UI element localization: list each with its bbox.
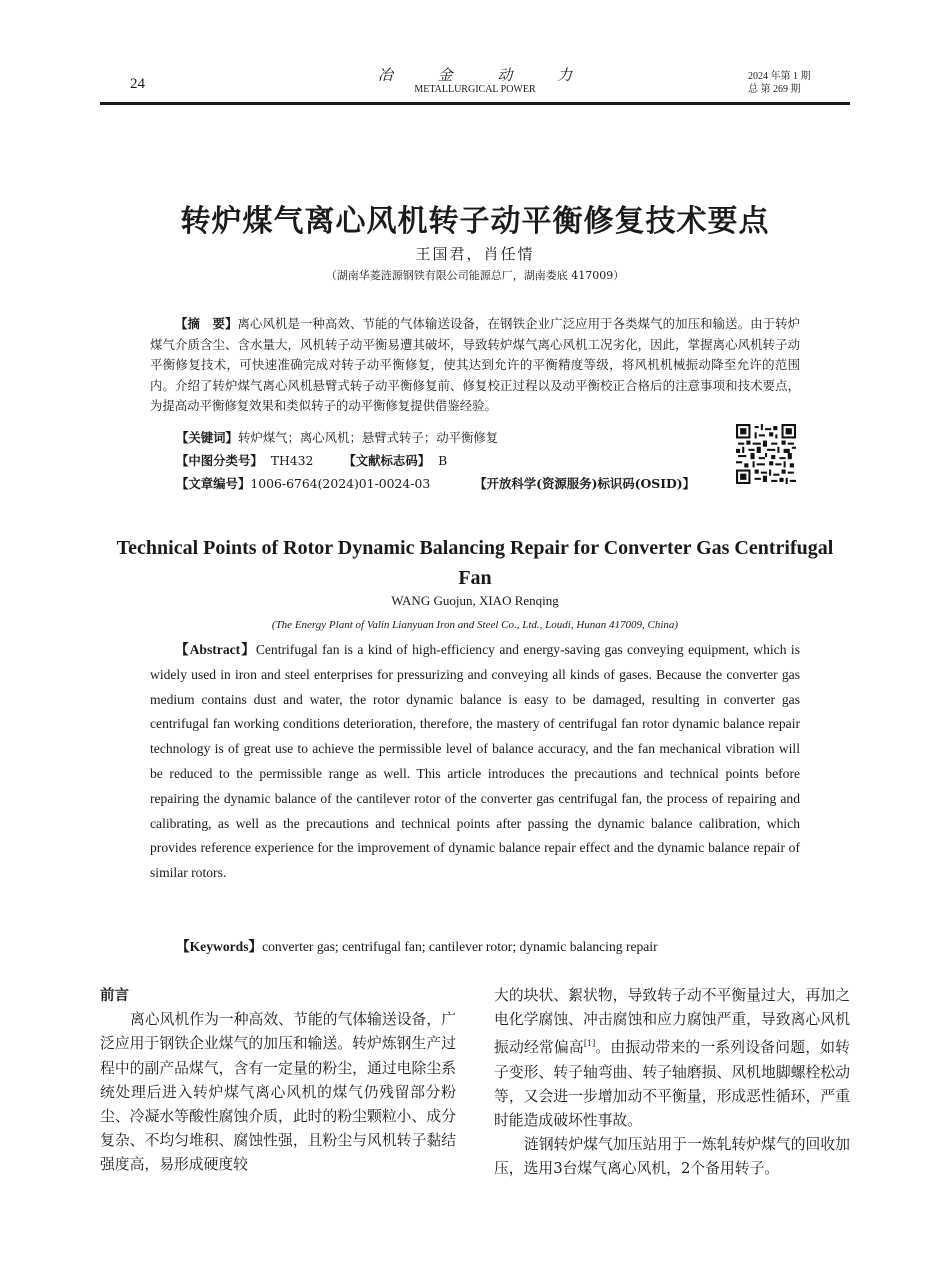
abstract-cn: [150, 314, 800, 417]
page-number: 24: [130, 76, 145, 92]
section-heading: 前言: [100, 988, 129, 1004]
journal-name-en: METALLURGICAL POWER: [414, 84, 536, 95]
article-number-line: [176, 474, 695, 492]
article-no-label: 【文章编号】: [176, 476, 251, 491]
keywords-en-label: 【Keywords】: [176, 939, 263, 954]
body-column-right: [494, 984, 850, 1182]
qr-code-icon: [736, 424, 796, 484]
classification-line: [176, 451, 447, 469]
issue-info: [748, 70, 811, 96]
class-no-label: 【中图分类号】: [176, 453, 263, 468]
article-no-value: 1006-6764(2024)01-0024-03: [250, 476, 431, 491]
keywords-cn-text: 转炉煤气；离心风机；悬臂式转子；动平衡修复: [237, 430, 499, 445]
doc-code-label: 【文献标志码】: [343, 453, 431, 468]
body-paragraph-1-cont-b: 。由振动带来的一系列设备问题，如转子变形、转子轴弯曲、转子轴磨损、风机地脚螺栓松动等，又会进一步增加动不平衡量，形成恶性循环，严重时能造成破坏性事故。: [494, 1039, 850, 1129]
osid-label: 【开放科学(资源服务)标识码(OSID)】: [474, 476, 696, 491]
body-paragraph-1-cont-a: 大的块状、絮状物，导致转子动不平衡量过大，再加之电化学腐蚀、冲击腐蚀和应力腐蚀严重，导致离心风机振动经常偏高: [494, 987, 850, 1057]
keywords-en: [176, 935, 658, 955]
citation-ref[interactable]: [1]: [583, 1039, 596, 1049]
abstract-cn-text: 离心风机是一种高效、节能的气体输送设备，在钢铁企业广泛应用于各类煤气的加压和输送。由于转炉煤气介质含尘、含水量大，风机转子动平衡易遭其破坏，导致转炉煤气离心风机工况劣化，因此，掌握离心风机转子动平衡修复技术，可快速准确完成对转子动平衡修复，使其达到允许的平衡精度等级，将风机机械振动降至允许的范围内。介绍了转炉煤气离心风机悬臂式转子动平衡修复前、修复校正过程以及动平衡校正合格后的注意事项和技术要点，为提高动平衡修复效果和类似转子的动平衡修复提供借鉴经验。: [150, 316, 801, 413]
body-paragraph-1: 离心风机作为一种高效、节能的气体输送设备，广泛应用于钢铁企业煤气的加压和输送。转炉炼钢生产过程中的副产品煤气，含有一定量的粉尘，通过电除尘系统处理后进入转炉煤气离心风机的煤气仍残留部分粉尘、冷凝水等酸性腐蚀介质，此时的粉尘颗粒小、成分复杂、不均匀堆积、腐蚀性强，且粉尘与风机转子黏结强度高，易形成硬度较: [100, 1011, 456, 1174]
abstract-cn-label: 【摘 要】: [175, 316, 238, 331]
header-rule: [100, 102, 850, 105]
body-paragraph-2: 涟钢转炉煤气加压站用于一炼轧转炉煤气的回收加压，选用3台煤气离心风机，2个备用转子。: [494, 1136, 850, 1178]
authors-cn: 王国君，肖任情: [415, 245, 535, 263]
body-column-left: [100, 984, 456, 1178]
keywords-en-text: converter gas; centrifugal fan; cantilever rotor; dynamic balancing repair: [262, 939, 658, 954]
class-no-value: TH432: [270, 453, 314, 468]
paper-title-cn: 转炉煤气离心风机转子动平衡修复技术要点: [180, 204, 770, 239]
affiliation-en: (The Energy Plant of Valin Lianyuan Iron and Steel Co., Ltd., Loudi, Hunan 417009, China): [271, 619, 679, 631]
authors-en: WANG Guojun, XIAO Renqing: [391, 593, 559, 608]
affiliation-cn: （湖南华菱涟源钢铁有限公司能源总厂，湖南娄底 417009）: [325, 269, 625, 282]
abstract-en: [150, 638, 800, 886]
paper-title-en: Technical Points of Rotor Dynamic Balancing Repair for Converter Gas Centrifugal Fan: [116, 537, 834, 589]
body-paragraph-1-cont: [494, 984, 850, 1133]
keywords-cn-label: 【关键词】: [176, 430, 238, 445]
journal-name-cn: 冶 金 动 力: [377, 66, 593, 84]
doc-code-value: B: [438, 453, 448, 468]
keywords-cn: [176, 428, 498, 446]
issue-line-1: 2024 年第 1 期: [748, 71, 811, 82]
abstract-en-text: Centrifugal fan is a kind of high-efficiency and energy-saving gas conveying equipment, which is widely used in iron and steel enterprises for pressurizing and conveying all kinds of gases. Because the converter gas medium contains dust and water, the rotor dynamic balance is easy to be damaged, resulting in converter gas centrifugal fan working conditions deterioration, therefore, the mastery of centrifugal fan rotor dynamic balance repair technology is of great use to achieve the permissible level of balance accuracy, and the fan mechanical vibration will be reduced to the permissible range as well. This article introduces the precautions and technical points before repairing the dynamic balance of the cantilever rotor of the converter gas centrifugal fan, the process of repairing and calibrating, as well as the precautions and technical points after passing the dynamic balance calibration, which provides reference experience for the improvement of dynamic balance repair effect and the dynamic balance repair of similar rotors.: [150, 642, 800, 881]
abstract-en-label: 【Abstract】: [175, 642, 256, 657]
issue-line-2: 总 第 269 期: [748, 84, 801, 95]
